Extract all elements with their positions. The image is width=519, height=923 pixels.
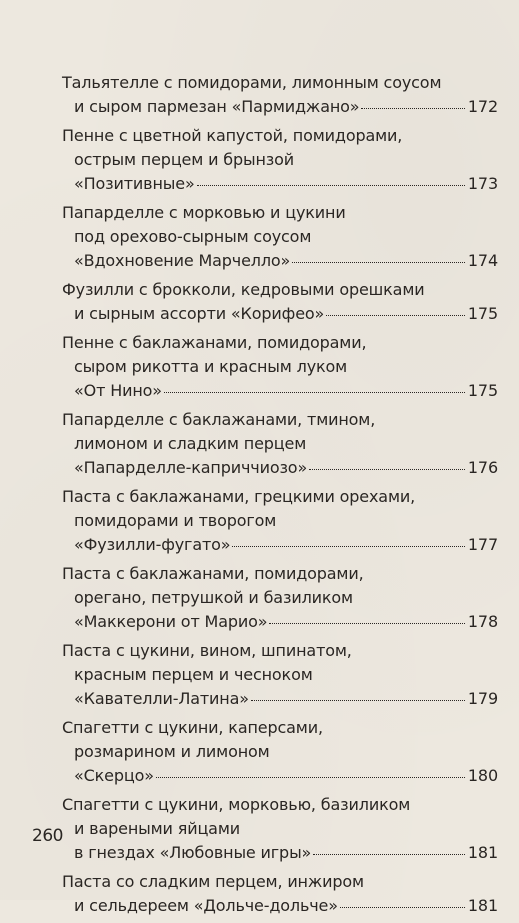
toc-entry-line: лимоном и сладким перцем (74, 434, 307, 453)
toc-entry-line: острым перцем и брынзой (74, 150, 295, 169)
toc-entry-last-line (62, 172, 498, 196)
toc-entry-page: 181 (467, 896, 498, 915)
toc-entry-page: 177 (467, 535, 498, 554)
toc-entry-last-line (62, 95, 498, 119)
dot-leader (340, 907, 465, 908)
toc-entry-line: Пенне с цветной капустой, помидорами, (62, 126, 403, 145)
toc-entry-page: 174 (467, 251, 498, 270)
toc-entry-last-line (62, 764, 498, 788)
dot-leader (251, 700, 465, 701)
toc-entry-last-line (62, 841, 498, 865)
toc-entry (62, 639, 498, 711)
toc-entry-line: Пенне с баклажанами, помидорами, (62, 333, 367, 352)
toc-entry-line: помидорами и творогом (74, 511, 277, 530)
toc-entry-last-line (62, 687, 498, 711)
toc-entry (62, 870, 498, 918)
dot-leader (326, 315, 465, 316)
dot-leader (164, 392, 465, 393)
page-number: 260 (32, 826, 63, 846)
toc-entry-line: Спагетти с цукини, морковью, базиликом (62, 795, 411, 814)
toc-entry-page: 172 (467, 97, 498, 116)
dot-leader (292, 262, 465, 263)
toc-entry-text: «Кавателли-Латина» (74, 689, 249, 708)
toc-entry (62, 278, 498, 326)
toc-entry (62, 124, 498, 196)
toc-entry-last-line (62, 610, 498, 634)
toc-entry-page: 181 (467, 843, 498, 862)
toc-entry-last-line (62, 302, 498, 326)
table-of-contents (62, 71, 498, 923)
toc-entry-text: и сырным ассорти «Корифео» (74, 304, 325, 323)
toc-entry-line: Паста с цукини, вином, шпинатом, (62, 641, 352, 660)
toc-entry-line: и вареными яйцами (74, 819, 241, 838)
toc-entry-line: Спагетти с цукини, каперсами, (62, 718, 323, 737)
toc-entry-line: под орехово-сырным соусом (74, 227, 312, 246)
dot-leader (269, 623, 465, 624)
toc-entry-page: 175 (467, 304, 498, 323)
dot-leader (309, 469, 465, 470)
dot-leader (232, 546, 464, 547)
toc-entry-text: «Скерцо» (74, 766, 154, 785)
toc-entry-last-line (62, 456, 498, 480)
dot-leader (313, 854, 465, 855)
toc-entry-page: 176 (467, 458, 498, 477)
toc-entry-line: Тальятелле с помидорами, лимонным соусом (62, 73, 442, 92)
toc-entry (62, 71, 498, 119)
toc-entry-text: «Маккерони от Марио» (74, 612, 268, 631)
toc-entry-page: 175 (467, 381, 498, 400)
dot-leader (156, 777, 465, 778)
toc-entry-page: 178 (467, 612, 498, 631)
toc-entry-line: розмарином и лимоном (74, 742, 270, 761)
toc-entry-line: Фузилли с брокколи, кедровыми орешками (62, 280, 425, 299)
toc-entry-last-line (62, 249, 498, 273)
toc-entry-last-line (62, 379, 498, 403)
toc-entry-text: «Позитивные» (74, 174, 195, 193)
toc-entry-page: 179 (467, 689, 498, 708)
dot-leader (361, 108, 464, 109)
toc-entry-text: в гнездах «Любовные игры» (74, 843, 312, 862)
toc-entry-last-line (62, 533, 498, 557)
toc-entry (62, 485, 498, 557)
toc-entry-text: «От Нино» (74, 381, 162, 400)
toc-entry-line: Папарделле с морковью и цукини (62, 203, 346, 222)
toc-entry (62, 201, 498, 273)
toc-entry-line: Паста со сладким перцем, инжиром (62, 872, 364, 891)
toc-entry-line: красным перцем и чесноком (74, 665, 313, 684)
toc-entry-last-line (62, 894, 498, 918)
dot-leader (197, 185, 465, 186)
toc-entry-line: Папарделле с баклажанами, тмином, (62, 410, 376, 429)
toc-entry-line: Паста с баклажанами, грецкими орехами, (62, 487, 416, 506)
toc-entry-line: Паста с баклажанами, помидорами, (62, 564, 364, 583)
toc-entry-line: орегано, петрушкой и базиликом (74, 588, 353, 607)
toc-entry-text: «Фузилли-фугато» (74, 535, 231, 554)
toc-entry (62, 408, 498, 480)
toc-entry-text: «Вдохновение Марчелло» (74, 251, 291, 270)
toc-entry (62, 331, 498, 403)
toc-entry-text: и сыром пармезан «Пармиджано» (74, 97, 360, 116)
toc-entry (62, 793, 498, 865)
toc-entry-line: сыром рикотта и красным луком (74, 357, 348, 376)
toc-entry (62, 562, 498, 634)
toc-entry (62, 716, 498, 788)
toc-entry-page: 173 (467, 174, 498, 193)
toc-entry-page: 180 (467, 766, 498, 785)
toc-entry-text: «Папарделле-каприччиозо» (74, 458, 308, 477)
toc-entry-text: и сельдереем «Дольче-дольче» (74, 896, 338, 915)
